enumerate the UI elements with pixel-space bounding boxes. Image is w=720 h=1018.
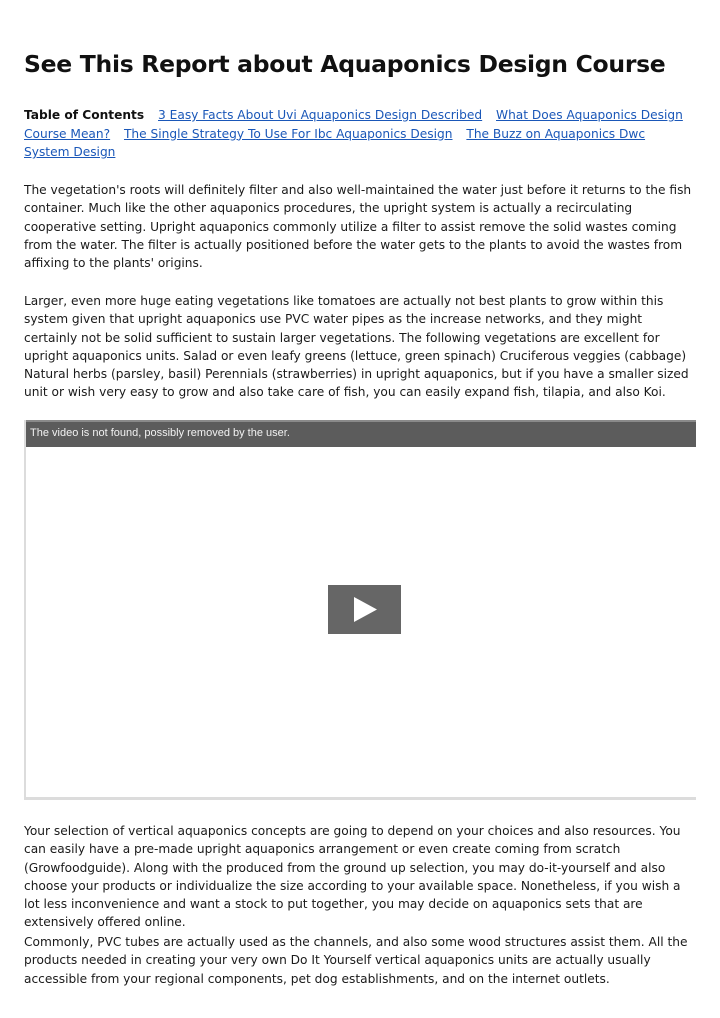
video-title-bar [26,420,696,447]
paragraph: The vegetation's roots will definitely filter and also well-maintained the water just before it returns to the fish container. Much like the other aquaponics procedures, the upright system is actually a recirculating cooperative setting. Upright aquaponics commonly utilize a filter to assist remove the solid wastes coming from the water. The filter is actually positioned before the water gets to the plants to avoid the wastes from affixing to the plants' origins. [24,183,692,271]
paragraph: Your selection of vertical aquaponics concepts are going to depend on your choices and also resources. You can easily have a pre-made upright aquaponics arrangement or even create coming from scratch (Growfoodguide). Along with the produced from the ground up selection, you may do-it-yourself and also choose your products or individualize the size according to your available space. Nonetheless, if you wish a lot less inconvenience and want a stock to put together, you may decide on aquaponics sets that are extensively offered online. [24,824,681,930]
play-button[interactable] [328,585,401,634]
video-embed [24,420,696,800]
toc-link-dwc-design[interactable]: The Buzz on Aquaponics Dwc System Design [24,126,646,159]
page-title: See This Report about Aquaponics Design Course [24,50,666,78]
toc-link-design-course[interactable]: What Does Aquaponics Design Course Mean? [24,108,683,141]
toc-link-ibc-design[interactable]: The Single Strategy To Use For Ibc Aquaponics Design [123,126,453,141]
paragraph: Commonly, PVC tubes are actually used as the channels, and also some wood structures assist them. All the products needed in creating your very own Do It Yourself vertical aquaponics units are actually usually accessible from your regional components, pet dog establishments, and on the internet outlets. [24,935,688,986]
table-of-contents [24,106,694,162]
video-error-message: The video is not found, possibly removed by the user. [30,427,290,439]
toc-link-uvi-design[interactable]: 3 Easy Facts About Uvi Aquaponics Design Described [158,108,483,122]
toc-label: Table of Contents [24,108,145,122]
play-icon [328,585,401,634]
paragraph: Larger, even more huge eating vegetations like tomatoes are actually not best plants to grow within this system given that upright aquaponics use PVC water pipes as the increase networks, and they might certainly not be solid sufficient to sustain larger vegetations. The following vegetations are excellent for upright aquaponics units. Salad or even leafy greens (lettuce, green spinach) Cruciferous veggies (cabbage) Natural herbs (parsley, basil) Perennials (strawberries) in upright aquaponics, but if you have a smaller sized unit or wish very easy to grow and also take care of fish, you can easily expand fish, tilapia, and also Koi. [24,294,689,400]
